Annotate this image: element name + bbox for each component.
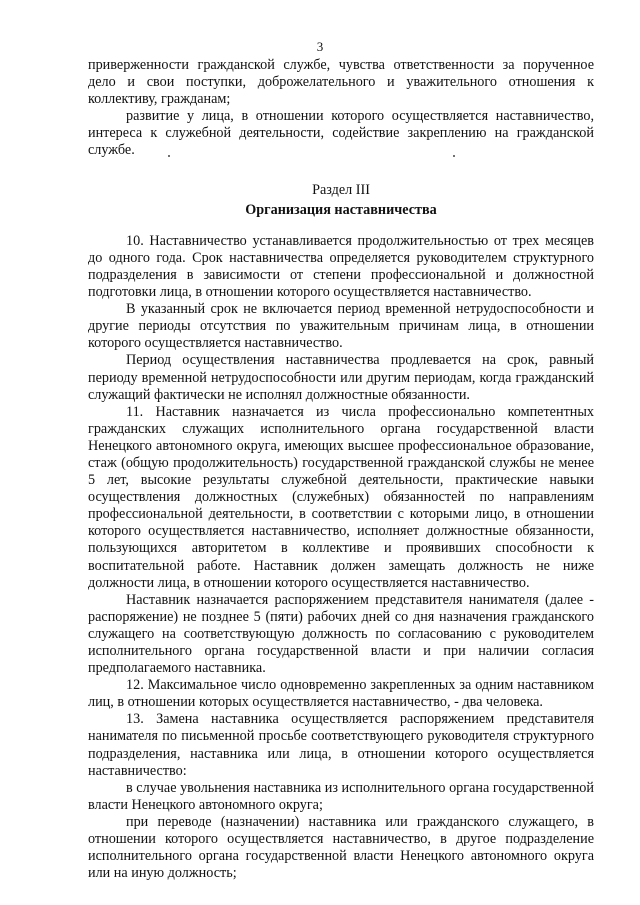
paragraph-11: 11. Наставник назначается из числа профессионально компетентных гражданских служащих исполнительного органа государственной власти Ненецкого автономного округа, имеющих высшее профессиональное образование, стаж (общую продолжительность) государственной гражданской службы не менее 5 лет, высокие результаты служебной деятельности, практические навыки осуществления должностных (служебных) обязанностей по направлениям профессиональной деятельности, в соответствии с которыми лицо, в отношении которого осуществляется наставничество, исполняет должностные обязанности, пользующихся авторитетом в коллективе и проявивших способности к воспитательной работе. Наставник должен замещать должность не ниже должности лица, в отношении которого осуществляется наставничество. bbox=[88, 403, 594, 591]
paragraph-10-exclusion: В указанный срок не включается период временной нетрудоспособности и другие периоды отсутствия по уважительным причинам лица, в отношении которого осуществляется наставничество. bbox=[88, 301, 594, 352]
paragraph-12: 12. Максимальное число одновременно закрепленных за одним наставником лиц, в отношении которых осуществляется наставничество, - два человека. bbox=[88, 677, 594, 711]
paragraph-10-extension: Период осуществления наставничества продлевается на срок, равный периоду временной нетрудоспособности или другим периодам, когда гражданский служащий фактически не исполнял должностные обязанности. bbox=[88, 352, 594, 403]
paragraph-13: 13. Замена наставника осуществляется распоряжением представителя нанимателя по письменной просьбе соответствующего руководителя структурного подразделения, наставника или лица, в отношении которого осуществляется наставничество: bbox=[88, 711, 594, 779]
scan-speck bbox=[453, 155, 455, 157]
paragraph-10: 10. Наставничество устанавливается продолжительностью от трех месяцев до одного года. Срок наставничества определяется руководителем структурного подразделения в зависимости от степени профессиональной и должностной подготовки лица, в отношении которого осуществляется наставничество. bbox=[88, 232, 594, 301]
paragraph-13-dismissal: в случае увольнения наставника из исполнительного органа государственной власти Ненецкого автономного округа; bbox=[88, 779, 594, 813]
section-title: Организация наставничества bbox=[245, 201, 437, 218]
paragraph-11-appointment: Наставник назначается распоряжением представителя нанимателя (далее - распоряжение) не позднее 5 (пяти) рабочих дней со дня назначения гражданского служащего на соответствующую должность по согласованию с руководителем исполнительного органа государственной власти и при наличии согласия предполагаемого наставника. bbox=[88, 591, 594, 677]
intro-paragraph-2: развитие у лица, в отношении которого осуществляется наставничество, интереса к служебной деятельности, содействие закреплению на гражданской службе. bbox=[88, 108, 594, 159]
document-body bbox=[88, 57, 594, 882]
paragraph-13-transfer: при переводе (назначении) наставника или гражданского служащего, в отношении которого осуществляется наставничество, в другое подразделение исполнительного органа государственной власти Ненецкого автономного округа или на иную должность; bbox=[88, 813, 594, 882]
scan-speck bbox=[168, 155, 170, 157]
section-heading: Раздел III bbox=[312, 181, 370, 198]
page-number: 3 bbox=[316, 39, 324, 54]
intro-paragraph-1: приверженности гражданской службе, чувства ответственности за порученное дело и свои поступки, доброжелательного и уважительного отношения к коллективу, гражданам; bbox=[88, 57, 594, 108]
